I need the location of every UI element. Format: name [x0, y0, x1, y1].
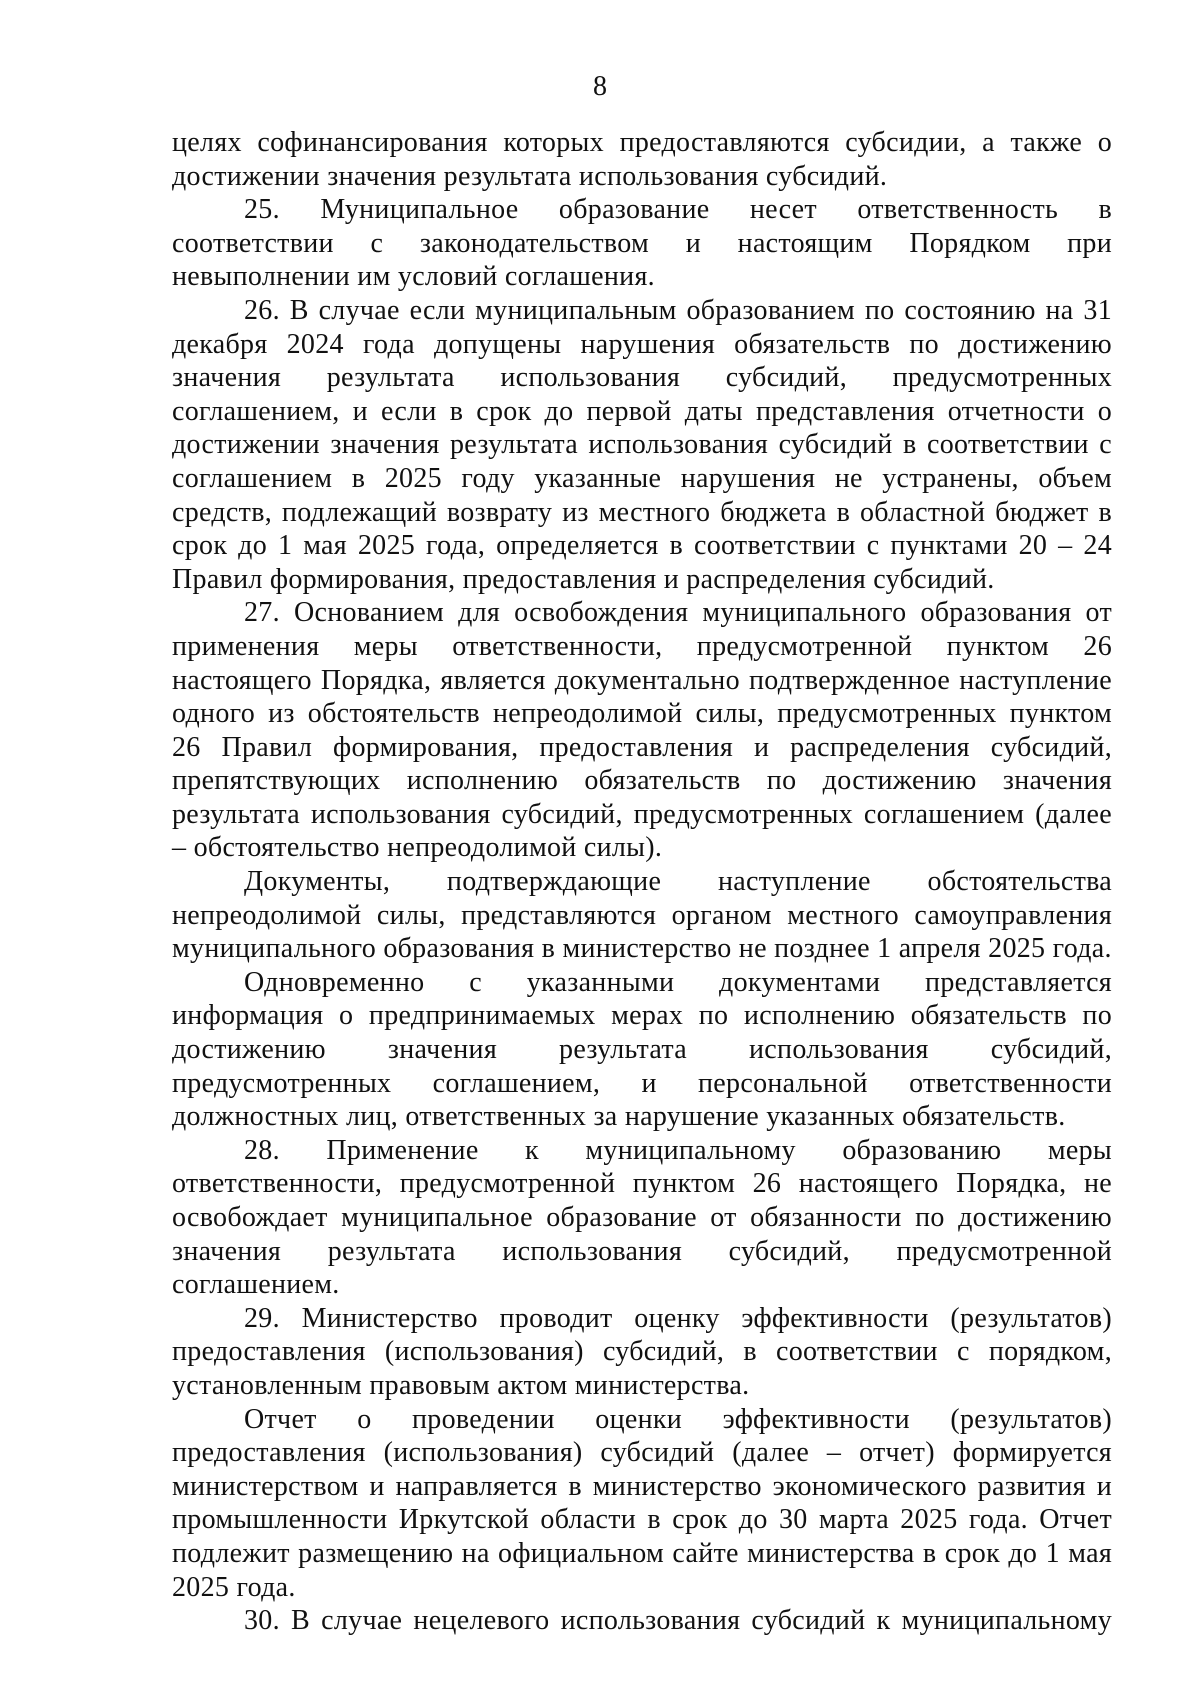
paragraph-29: 29. Министерство проводит оценку эффективности (результатов) предоставления (использования) субсидий, в соответствии с порядком, установленным правовым актом министерства.	[172, 1302, 1112, 1401]
paragraph-26: 26. В случае если муниципальным образованием по состоянию на 31 декабря 2024 года допущены нарушения обязательств по достижению значения результата использования субсидий, предусмотренных соглашением, и если в срок до первой даты представления отчетности о достижении значения результата использования субсидий в соответствии с соглашением в 2025 году указанные нарушения не устранены, объем средств, подлежащий возврату из местного бюджета в областной бюджет в срок до 1 мая 2025 года, определяется в соответствии с пунктами 20 – 24 Правил формирования, предоставления и распределения субсидий.	[172, 294, 1112, 595]
paragraph-27-information: Одновременно с указанными документами представляется информация о предпринимаемых мерах по исполнению обязательств по достижению значения результата использования субсидий, предусмотренных соглашением, и персональной ответственности должностных лиц, ответственных за нарушение указанных обязательств.	[172, 966, 1112, 1133]
paragraph-continuation: целях софинансирования которых предоставляются субсидии, а также о достижении значения результата использования субсидий.	[172, 127, 1112, 192]
page-number: 8	[593, 71, 607, 102]
paragraph-27-documents: Документы, подтверждающие наступление обстоятельства непреодолимой силы, представляются органом местного самоуправления муниципального образования в министерство не позднее 1 апреля 2025 года.	[172, 866, 1112, 965]
paragraph-29-report: Отчет о проведении оценки эффективности (результатов) предоставления (использования) субсидий (далее – отчет) формируется министерством и направляется в министерство экономического развития и промышленности Иркутской области в срок до 30 марта 2025 года. Отчет подлежит размещению на официальном сайте министерства в срок до 1 мая 2025 года.	[172, 1403, 1112, 1603]
paragraph-27: 27. Основанием для освобождения муниципального образования от применения меры ответственности, предусмотренной пунктом 26 настоящего Порядка, является документально подтвержденное наступление одного из обстоятельств непреодолимой силы, предусмотренных пунктом 26 Правил формирования, предоставления и распределения субсидий, препятствующих исполнению обязательств по достижению значения результата использования субсидий, предусмотренных соглашением (далее – обстоятельство непреодолимой силы).	[172, 597, 1112, 864]
paragraph-28: 28. Применение к муниципальному образованию меры ответственности, предусмотренной пунктом 26 настоящего Порядка, не освобождает муниципальное образование от обязанности по достижению значения результата использования субсидий, предусмотренной соглашением.	[172, 1134, 1112, 1301]
document-body	[172, 126, 1112, 1638]
paragraph-25: 25. Муниципальное образование несет ответственность в соответствии с законодательством и настоящим Порядком при невыполнении им условий соглашения.	[172, 194, 1112, 293]
paragraph-30: 30. В случае нецелевого использования субсидий к муниципальному	[244, 1605, 1112, 1637]
